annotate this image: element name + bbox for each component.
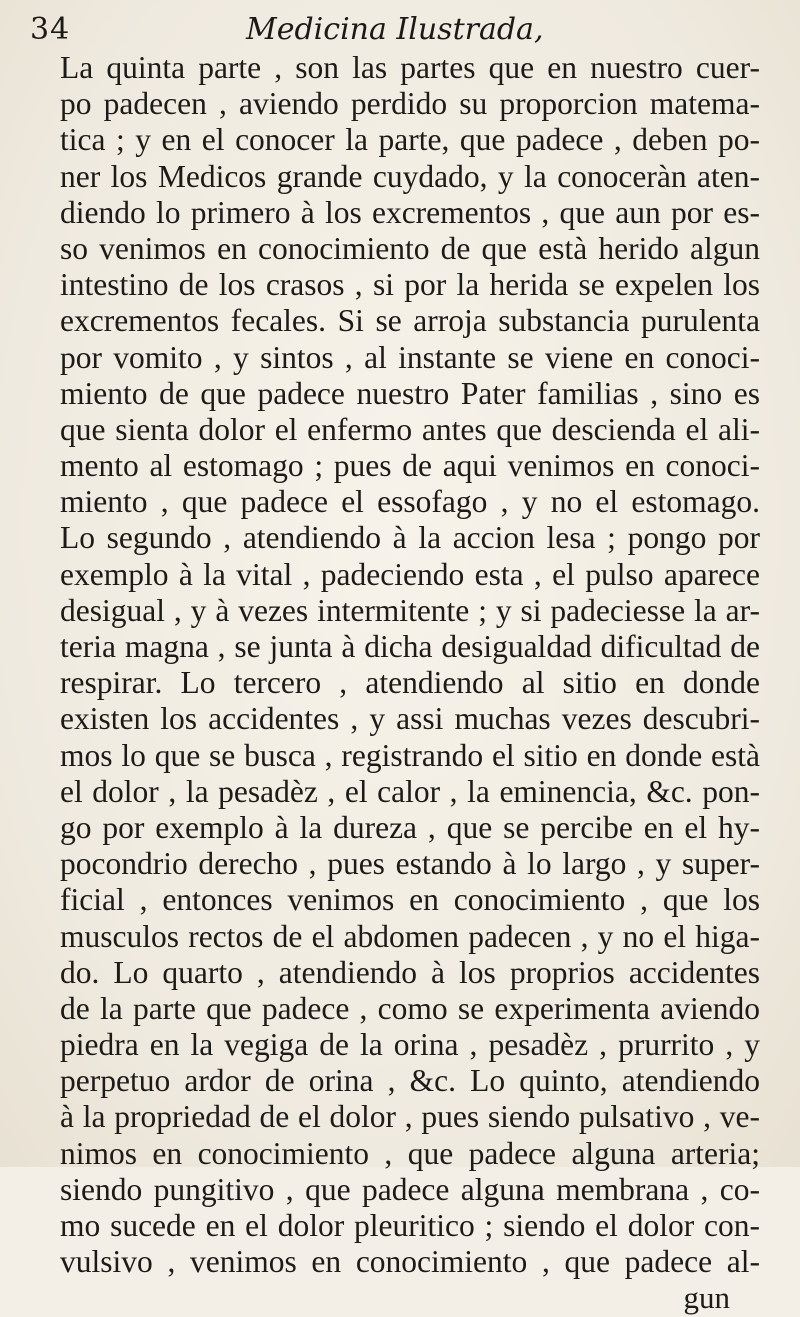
page-number: 34 (30, 12, 71, 47)
page-header (28, 10, 768, 50)
text-line: el dolor , la pesadèz , el calor , la eminencia, &c. pon- (60, 773, 760, 809)
text-line: miento , que padece el essofago , y no el estomago. (60, 484, 760, 520)
text-line: mento al estomago ; pues de aqui venimos en conoci- (60, 448, 760, 484)
text-line: ficial , entonces venimos en conocimiento , que los (60, 882, 760, 918)
text-line: ner los Medicos grande cuydado, y la conoceràn aten- (60, 158, 760, 194)
text-line: excrementos fecales. Si se arroja substancia purulenta (60, 303, 760, 339)
text-line: La quinta parte , son las partes que en nuestro cuer- (60, 50, 760, 85)
text-line: mo sucede en el dolor pleuritico ; siendo el dolor con- (60, 1208, 760, 1243)
text-line: nimos en conocimiento , que padece alguna arteria; (60, 1135, 760, 1171)
text-line: por vomito , y sintos , al instante se viene en conoci- (60, 339, 760, 375)
catchword-row (60, 1280, 760, 1316)
text-line: teria magna , se junta à dicha desigualdad dificultad de (60, 629, 760, 664)
text-line: respirar. Lo tercero , atendiendo al sitio en donde (60, 665, 760, 701)
text-line: exemplo à la vital , padeciendo esta , el pulso aparece (60, 556, 760, 592)
text-line: de la parte que padece , como se experimenta aviendo (60, 990, 760, 1026)
running-head: Medicina Ilustrada, (246, 12, 544, 47)
body-text (60, 50, 760, 1317)
text-line: so venimos en conocimiento de que està herido algun (60, 230, 760, 266)
text-line: à la propriedad de el dolor , pues siendo pulsativo , ve- (60, 1099, 760, 1135)
text-line: vulsivo , venimos en conocimiento , que padece al- (60, 1244, 760, 1280)
text-line: existen los accidentes , y assi muchas vezes descubri- (60, 701, 760, 737)
text-line: po padecen , aviendo perdido su proporcion matema- (60, 86, 760, 122)
text-line: intestino de los crasos , si por la herida se expelen los (60, 267, 760, 303)
text-line: piedra en la vegiga de la orina , pesadèz , prurrito , y (60, 1027, 760, 1063)
text-line: miento de que padece nuestro Pater familias , sino es (60, 375, 760, 411)
text-line: perpetuo ardor de orina , &c. Lo quinto, atendiendo (60, 1063, 760, 1099)
text-line: do. Lo quarto , atendiendo à los proprios accidentes (60, 954, 760, 990)
text-line: tica ; y en el conocer la parte, que padece , deben po- (60, 122, 760, 158)
text-line: siendo pungitivo , que padece alguna membrana , co- (60, 1171, 760, 1207)
text-line: que sienta dolor el enfermo antes que descienda el ali- (60, 411, 760, 447)
text-line: mos lo que se busca , registrando el sitio en donde està (60, 737, 760, 773)
text-line: desigual , y à vezes intermitente ; y si padeciesse la ar- (60, 592, 760, 628)
text-line: pocondrio derecho , pues estando à lo largo , y super- (60, 846, 760, 882)
text-line: diendo lo primero à los excrementos , que aun por es- (60, 194, 760, 230)
text-line: go por exemplo à la dureza , que se percibe en el hy- (60, 809, 760, 845)
text-line: musculos rectos de el abdomen padecen , y no el higa- (60, 918, 760, 954)
catchword: gun (683, 1280, 730, 1316)
text-line: Lo segundo , atendiendo à la accion lesa ; pongo por (60, 520, 760, 556)
